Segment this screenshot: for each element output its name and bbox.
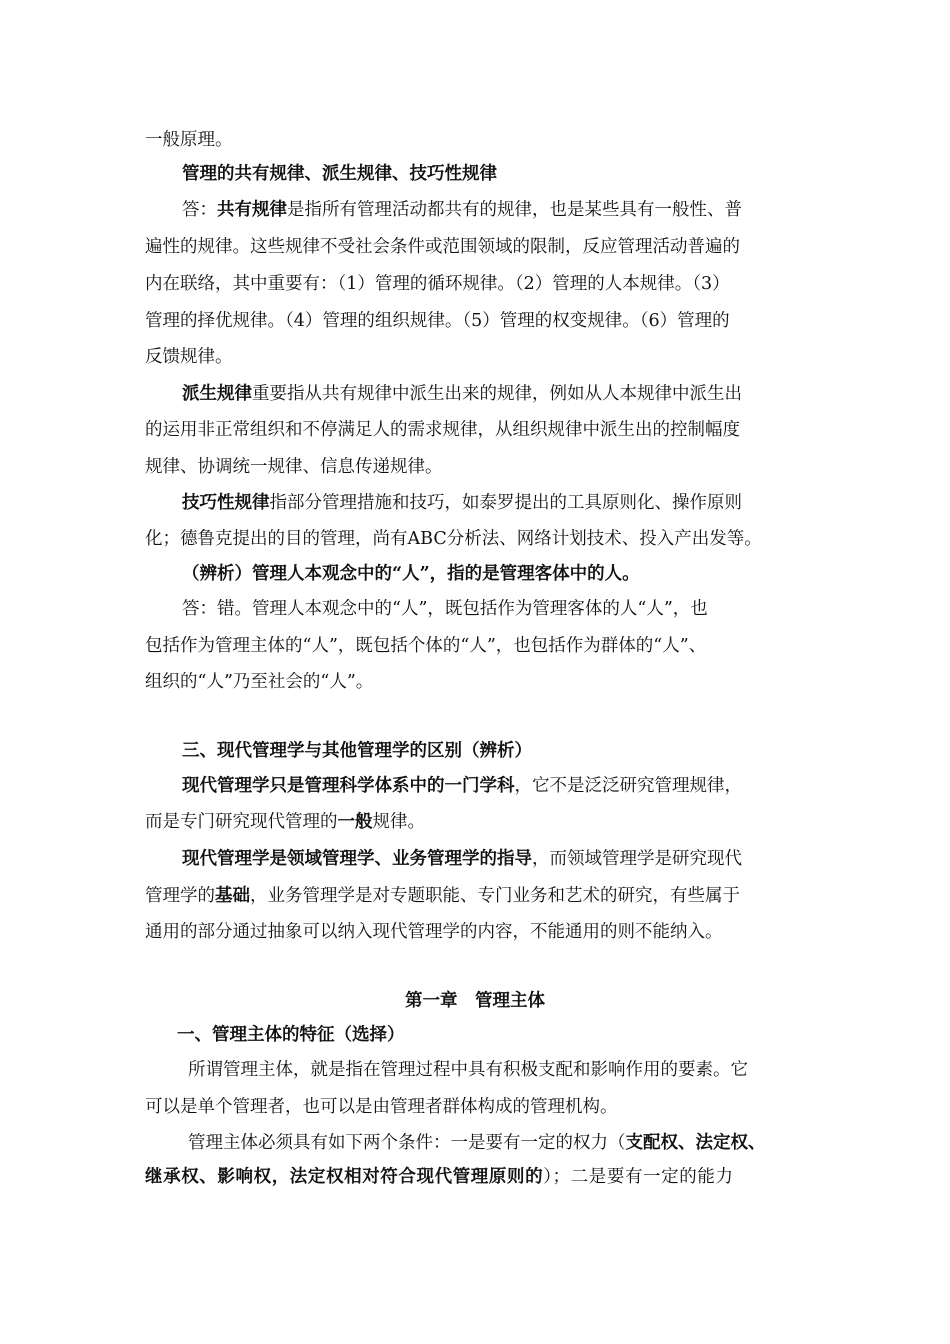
paragraph-line: 组织的“人”乃至社会的“人”。 [145,672,374,692]
bold-run: 现代管理学只是管理科学体系中的一门学科 [182,776,515,796]
paragraph-line [182,197,822,223]
bold-run: 继承权、影响权，法定权相对符合现代管理原则的 [145,1167,544,1187]
text-run: ）；二是要有一定的能力 [543,1167,734,1187]
bold-run: 一般 [337,812,373,832]
text-run: ，而领域管理学是研究现代 [532,849,742,869]
paragraph-line: 管理的择优规律。（4）管理的组织规律。（5）管理的权变规律。（6）管理的 [145,311,730,331]
paragraph-line [188,1130,823,1156]
bold-run: 支配权、法定权、 [625,1133,766,1153]
paragraph-line: 包括作为管理主体的“人”，既包括个体的“人”，也包括作为群体的“人”、 [145,636,707,656]
term-jiqiao: 技巧性规律 [182,493,270,513]
paragraph-line [182,846,822,872]
paragraph-line: 可以是单个管理者，也可以是由管理者群体构成的管理机构。 [145,1097,618,1117]
paragraph-line: 规律、协调统一规律、信息传递规律。 [145,457,443,477]
paragraph-line: 通用的部分通过抽象可以纳入现代管理学的内容，不能通用的则不能纳入。 [145,922,723,942]
paragraph-line [145,809,825,835]
subsection-heading: 一、管理主体的特征（选择） [177,1025,405,1045]
bold-run: 基础 [215,886,250,906]
text-run: 管理学的 [145,886,215,906]
paragraph-line [182,490,822,516]
text-run: 是指所有管理活动都共有的规律，也是某些具有一般性、普 [287,200,742,220]
paragraph-line: 答：错。管理人本观念中的“人”，既包括作为管理客体的人“人”，也 [182,599,708,619]
text-run: 指部分管理措施和技巧，如泰罗提出的工具原则化、操作原则 [269,493,742,513]
answer-prefix: 答： [182,200,217,220]
bold-run: 现代管理学是领域管理学、业务管理学的指导 [182,849,532,869]
paragraph-line [182,381,822,407]
body-text-line: 一般原理。 [145,130,233,150]
paragraph-line: 反馈规律。 [145,347,233,367]
text-run: 而是专门研究现代管理的 [145,812,338,832]
term-paisheng: 派生规律 [182,384,252,404]
text-run: ，业务管理学是对专题职能、专门业务和艺术的研究，有些属于 [250,886,740,906]
text-run: 规律。 [372,812,425,832]
paragraph-line: 化；德鲁克提出的目的管理，尚有ABC分析法、网络计划技术、投入产出发等。 [145,529,762,549]
paragraph-line: 的运用非正常组织和不停满足人的需求规律，从组织规律中派生出的控制幅度 [145,420,740,440]
text-run: ，它不是泛泛研究管理规律， [514,776,742,796]
term-gongyou: 共有规律 [217,200,287,220]
text-run: 重要指从共有规律中派生出来的规律，例如从人本规律中派生出 [252,384,742,404]
paragraph-line [145,1164,825,1190]
section-heading: 三、现代管理学与其他管理学的区别（辨析） [182,741,532,761]
paragraph-line: 所谓管理主体，就是指在管理过程中具有积极支配和影响作用的要素。它 [188,1060,748,1080]
paragraph-line [145,883,825,909]
statement-heading: （辨析）管理人本观念中的“人”，指的是管理客体中的人。 [182,564,640,584]
paragraph-line: 内在联络，其中重要有：（1）管理的循环规律。（2）管理的人本规律。（3） [145,274,730,294]
chapter-title: 第一章 管理主体 [405,991,545,1011]
text-run: 管理主体必须具有如下两个条件：一是要有一定的权力（ [188,1133,626,1153]
paragraph-line [182,773,822,799]
paragraph-line: 遍性的规律。这些规律不受社会条件或范围领域的限制，反应管理活动普遍的 [145,237,740,257]
section-heading: 管理的共有规律、派生规律、技巧性规律 [182,164,497,184]
